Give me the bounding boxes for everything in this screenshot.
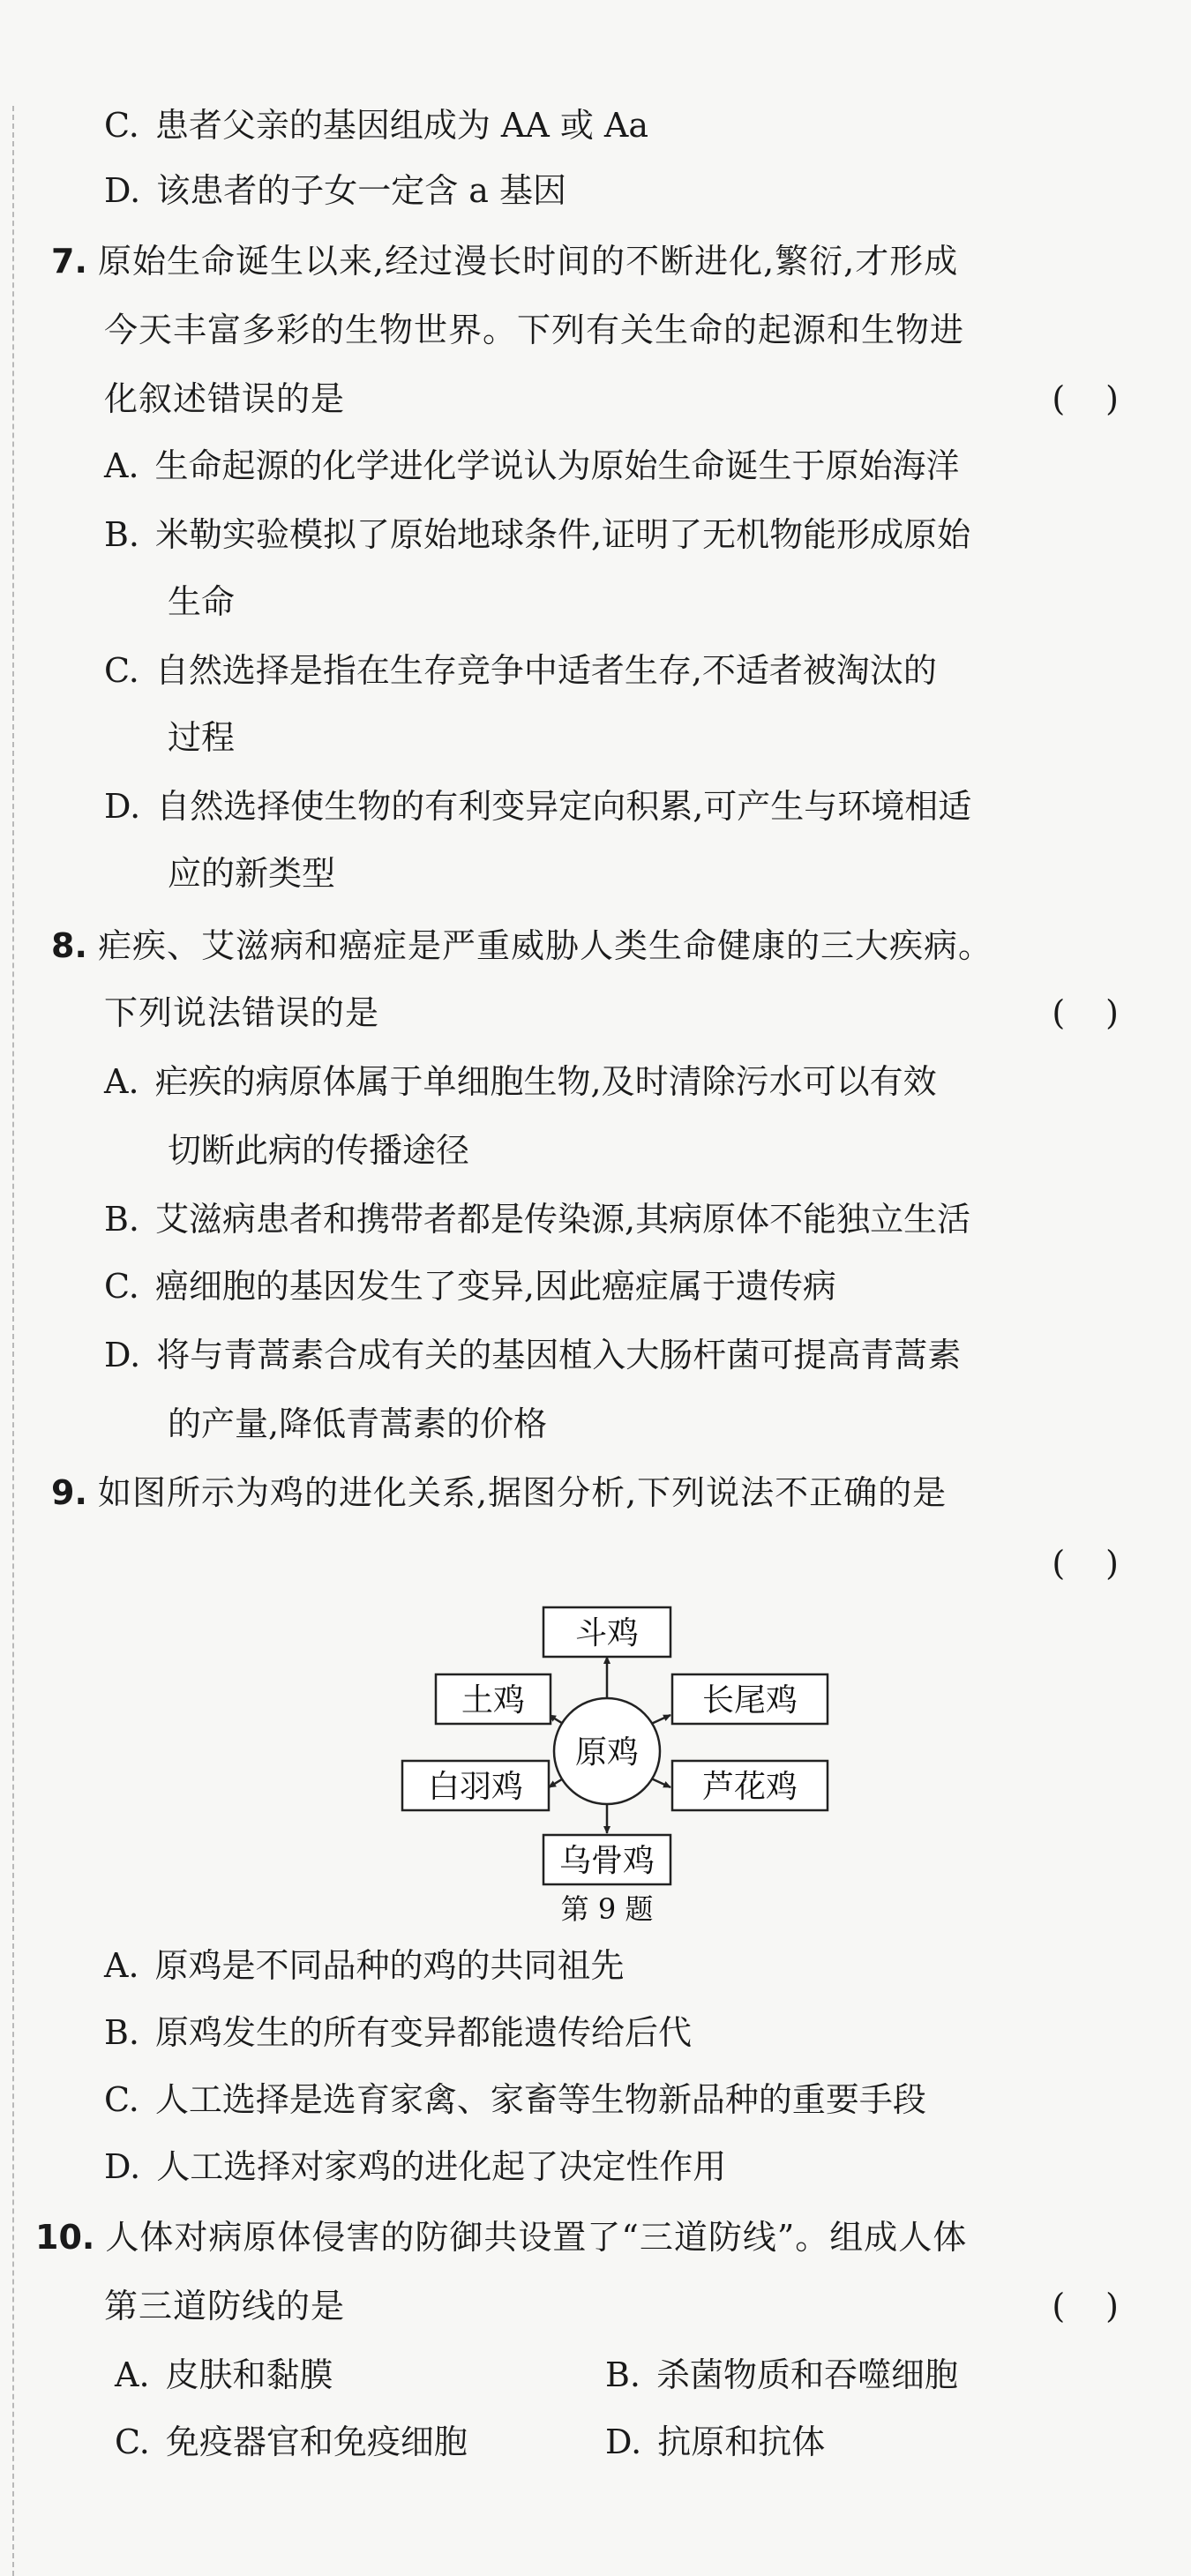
answer-parentheses: () bbox=[1052, 993, 1119, 1032]
option-letter: B. bbox=[104, 1200, 140, 1239]
node-lower-left-label: 白羽鸡 bbox=[427, 1769, 524, 1805]
question-number: 8. bbox=[51, 926, 87, 965]
option-text: 原鸡是不同品种的鸡的共同祖先 bbox=[154, 1946, 625, 1985]
center-label: 原鸡 bbox=[574, 1734, 640, 1771]
option-letter: D. bbox=[104, 787, 141, 826]
option-letter: C. bbox=[104, 106, 139, 145]
option-text-continued: 应的新类型 bbox=[168, 854, 336, 893]
option-text-continued: 生命 bbox=[168, 582, 236, 621]
stem-line: 化叙述错误的是 bbox=[104, 379, 346, 418]
option-text: 疟疾的病原体属于单细胞生物,及时清除污水可以有效 bbox=[154, 1062, 937, 1101]
q10-option-a bbox=[115, 2354, 333, 2396]
option-text: 免疫器官和免疫细胞 bbox=[165, 2422, 468, 2461]
option-letter: C. bbox=[104, 651, 139, 690]
stem-line: 第三道防线的是 bbox=[104, 2287, 346, 2325]
option-text: 人工选择是选育家禽、家畜等生物新品种的重要手段 bbox=[154, 2080, 926, 2119]
stem-line: 今天丰富多彩的生物世界。下列有关生命的起源和生物进 bbox=[104, 311, 965, 349]
stem-line: 下列说法错误的是 bbox=[104, 993, 380, 1032]
stem-line: 原始生命诞生以来,经过漫长时间的不断进化,繁衍,才形成 bbox=[97, 242, 959, 281]
question-number: 9. bbox=[51, 1473, 87, 1512]
node-top-label: 斗鸡 bbox=[574, 1615, 640, 1651]
q10-option-b bbox=[605, 2354, 958, 2396]
option-letter: D. bbox=[104, 1336, 141, 1374]
option-letter: A. bbox=[104, 446, 139, 485]
option-letter: B. bbox=[104, 2013, 140, 2052]
question-number: 7. bbox=[51, 242, 87, 281]
option-text: 生命起源的化学进化学说认为原始生命诞生于原始海洋 bbox=[154, 446, 960, 485]
option-letter: D. bbox=[605, 2422, 642, 2461]
node-upper-right-label: 长尾鸡 bbox=[701, 1682, 798, 1719]
option-text: 皮肤和黏膜 bbox=[165, 2355, 333, 2394]
question-stem bbox=[35, 2216, 967, 2258]
option-letter: C. bbox=[104, 1267, 139, 1306]
q9-option-a bbox=[104, 1944, 625, 1987]
stem-line: 如图所示为鸡的进化关系,据图分析,下列说法不正确的是 bbox=[97, 1473, 948, 1512]
answer-parentheses: () bbox=[1052, 379, 1119, 418]
q9-option-b bbox=[104, 2011, 692, 2054]
figure-caption: 第 9 题 bbox=[560, 1892, 654, 1926]
option-letter: C. bbox=[104, 2080, 139, 2119]
option-letter: B. bbox=[104, 515, 140, 554]
option-text: 癌细胞的基因发生了变异,因此癌症属于遗传病 bbox=[154, 1267, 836, 1306]
question-number: 10. bbox=[35, 2218, 95, 2257]
option-letter: B. bbox=[605, 2355, 641, 2394]
option-text-continued: 过程 bbox=[168, 718, 236, 757]
node-upper-left-label: 土鸡 bbox=[461, 1682, 526, 1719]
option-text: 原鸡发生的所有变异都能遗传给后代 bbox=[155, 2013, 693, 2052]
option-text: 抗原和抗体 bbox=[657, 2422, 826, 2461]
option-text: 患者父亲的基因组成为 AA 或 Aa bbox=[154, 106, 649, 145]
answer-parentheses: () bbox=[1052, 2287, 1119, 2325]
q9-option-c bbox=[104, 2078, 926, 2121]
option-text: 将与青蒿素合成有关的基因植入大肠杆菌可提高青蒿素 bbox=[156, 1336, 962, 1374]
option-text: 米勒实验模拟了原始地球条件,证明了无机物能形成原始 bbox=[155, 515, 971, 554]
option-text-continued: 的产量,降低青蒿素的价格 bbox=[168, 1404, 548, 1443]
node-lower-right-label: 芦花鸡 bbox=[701, 1769, 798, 1805]
option-letter: A. bbox=[115, 2355, 150, 2394]
q9-option-d bbox=[104, 2145, 726, 2188]
option-text: 自然选择使生物的有利变异定向积累,可产生与环境相适 bbox=[156, 787, 972, 826]
node-bottom-label: 乌骨鸡 bbox=[558, 1843, 655, 1879]
option-text: 该患者的子女一定含 a 基因 bbox=[156, 171, 567, 210]
stem-line: 疟疾、艾滋病和癌症是严重威胁人类生命健康的三大疾病。 bbox=[97, 926, 992, 965]
option-letter: C. bbox=[115, 2422, 150, 2461]
option-letter: A. bbox=[104, 1946, 139, 1985]
option-text: 人工选择对家鸡的进化起了决定性作用 bbox=[156, 2147, 727, 2186]
option-text: 自然选择是指在生存竞争中适者生存,不适者被淘汰的 bbox=[154, 651, 937, 690]
option-letter: A. bbox=[104, 1062, 139, 1101]
answer-parentheses: () bbox=[1052, 1544, 1119, 1583]
option-text: 杀菌物质和吞噬细胞 bbox=[656, 2355, 959, 2394]
q10-option-c bbox=[115, 2421, 468, 2463]
option-text-continued: 切断此病的传播途径 bbox=[168, 1131, 470, 1170]
option-letter: D. bbox=[104, 171, 141, 210]
option-letter: D. bbox=[104, 2147, 141, 2186]
option-text: 艾滋病患者和携带者都是传染源,其病原体不能独立生活 bbox=[155, 1200, 971, 1239]
stem-line: 人体对病原体侵害的防御共设置了“三道防线”。组成人体 bbox=[105, 2218, 968, 2257]
q10-option-d bbox=[605, 2421, 825, 2463]
